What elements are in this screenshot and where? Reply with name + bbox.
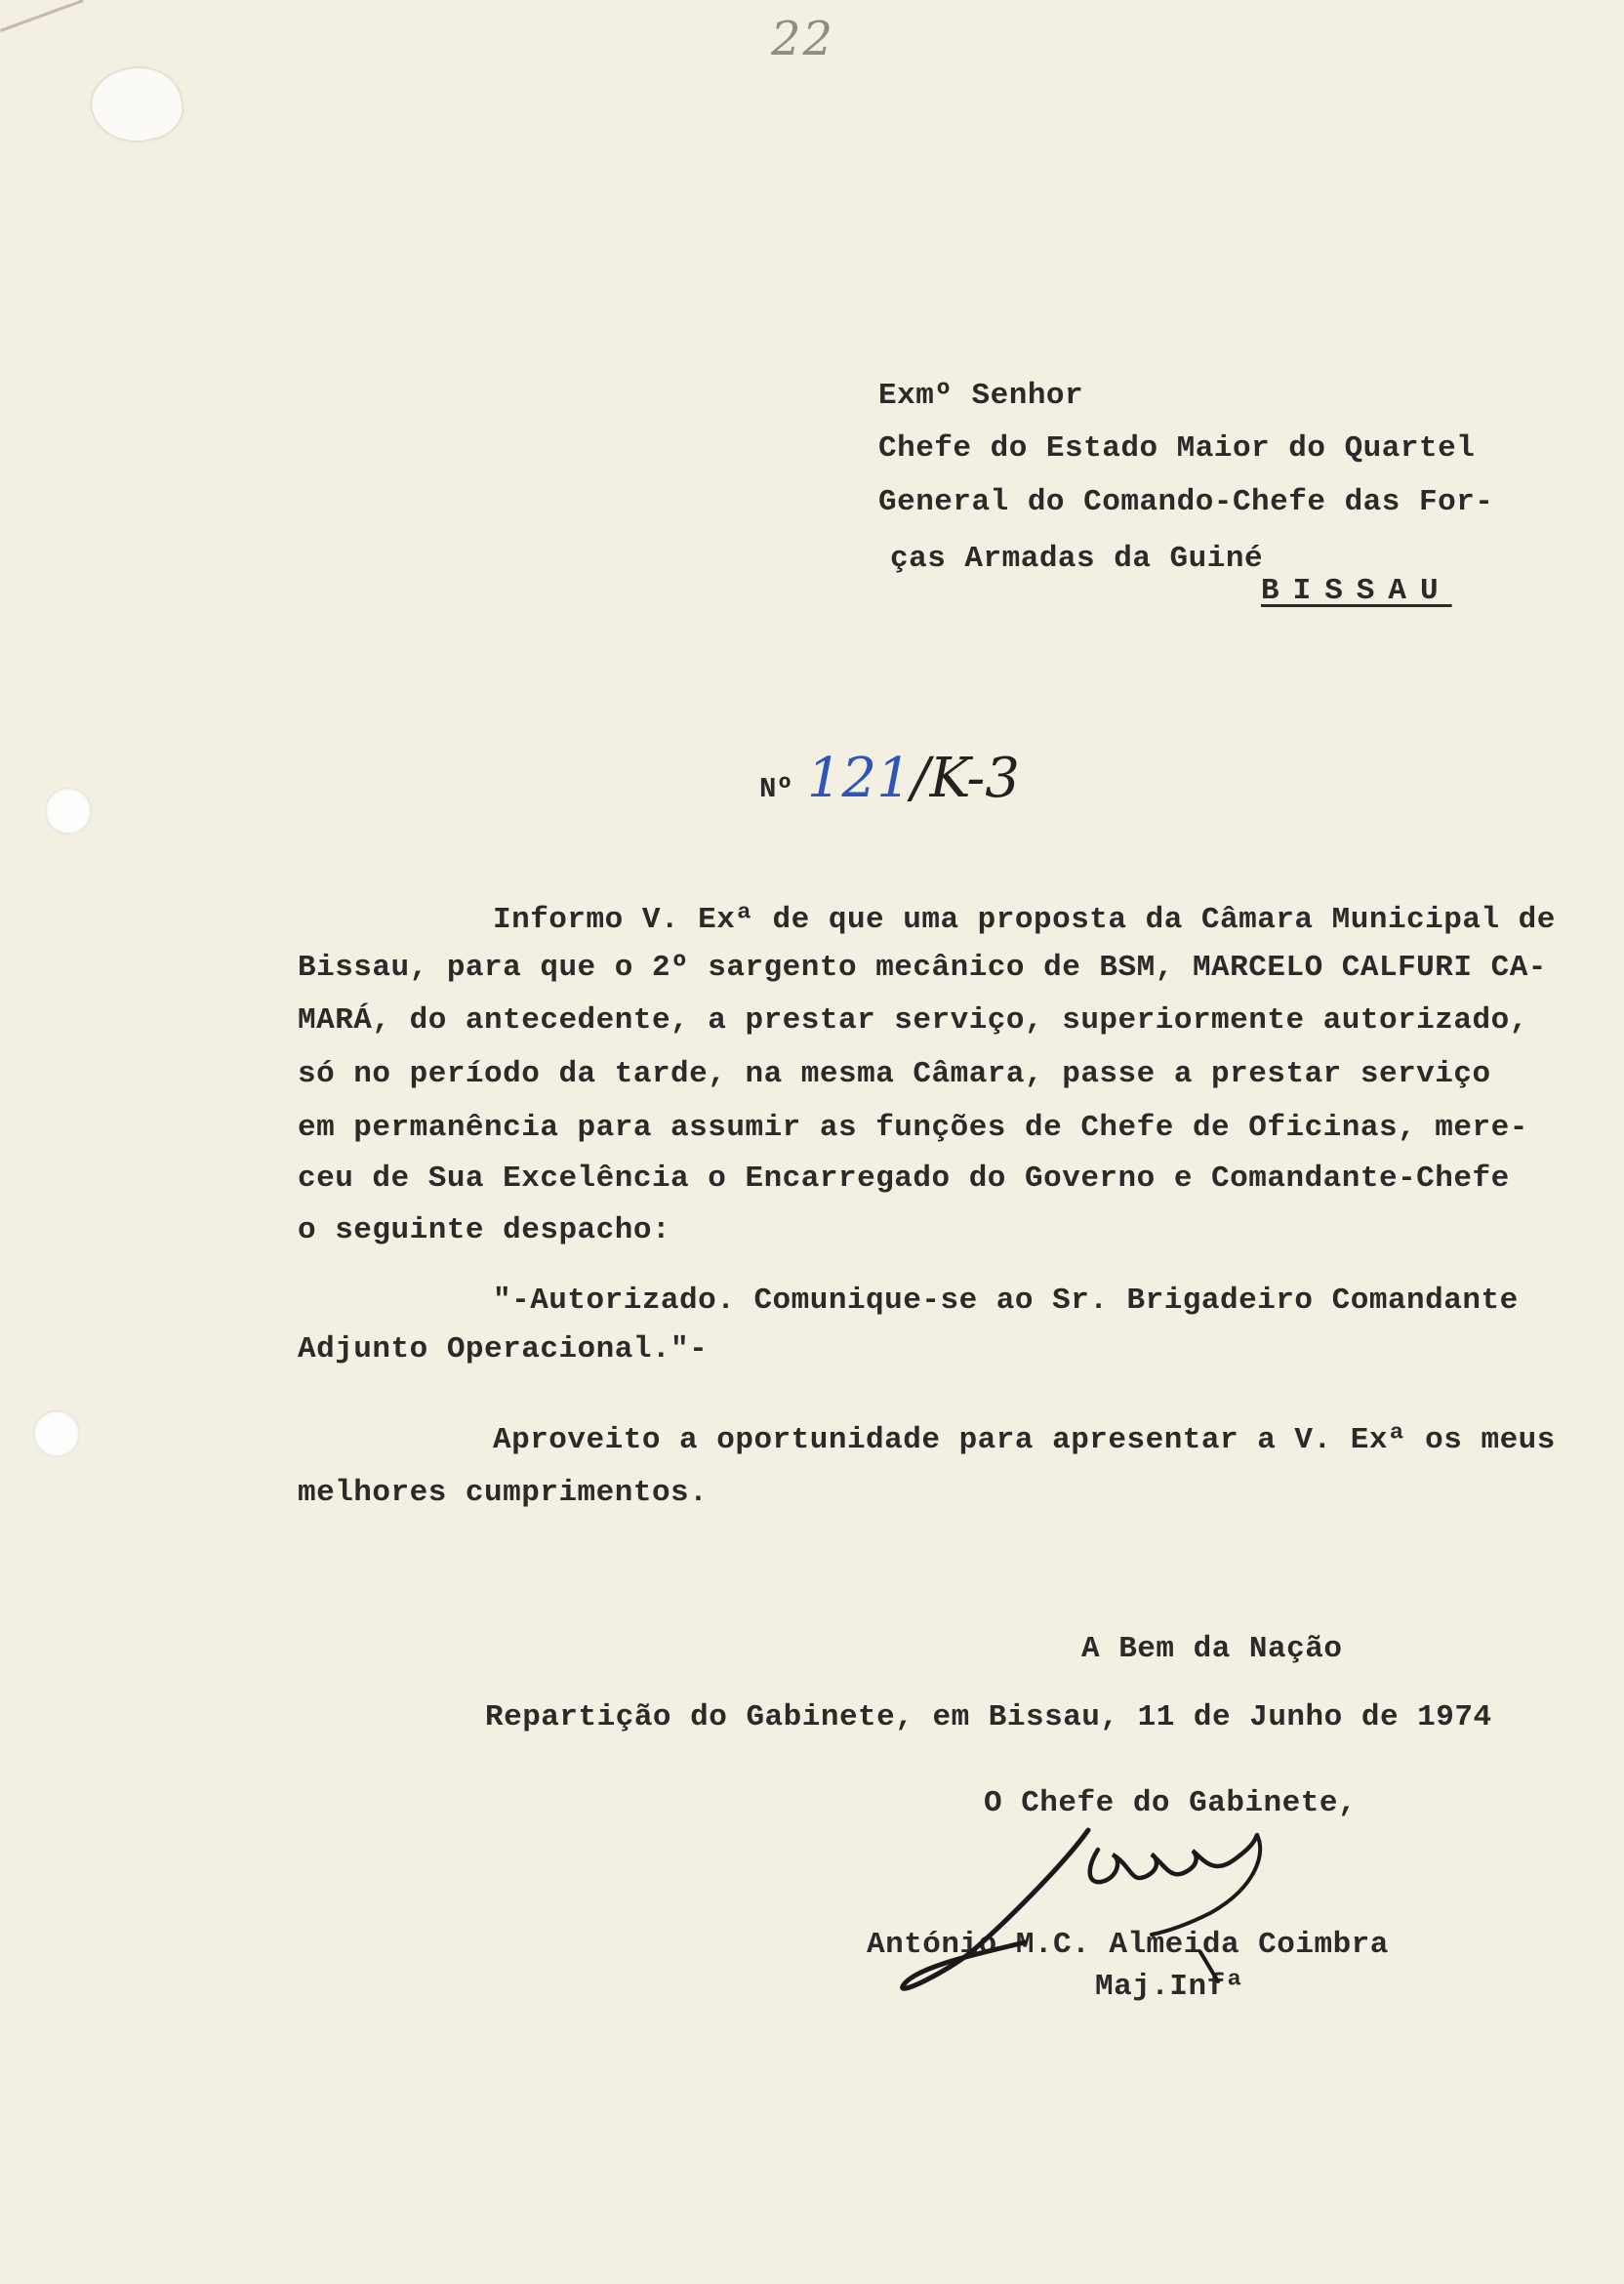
body-line: em permanência para assumir as funções de Chefe de Oficinas, mere-	[298, 1111, 1528, 1145]
edge-stain	[0, 0, 97, 68]
signatory-rank: Maj.Infª	[1095, 1970, 1244, 2004]
place-date: Repartição do Gabinete, em Bissau, 11 de Junho de 1974	[485, 1700, 1492, 1734]
body-line: o seguinte despacho:	[298, 1213, 671, 1247]
page-number-annotation: 22	[771, 12, 835, 66]
punch-hole-bottom	[33, 1410, 80, 1457]
addressee-line: ças Armadas da Guiné	[890, 542, 1264, 576]
reference-handwritten	[807, 747, 1020, 810]
punch-hole-top	[45, 788, 92, 835]
body-line: Bissau, para que o 2º sargento mecânico de BSM, MARCELO CALFURI CA-	[298, 951, 1547, 985]
body-line: melhores cumprimentos.	[298, 1476, 709, 1510]
torn-paper-corner	[85, 59, 188, 152]
reference-number	[759, 747, 1020, 810]
body-line: MARÁ, do antecedente, a prestar serviço, superiormente autorizado,	[298, 1003, 1528, 1038]
reference-prefix: Nº	[759, 773, 793, 805]
addressee-line: Chefe do Estado Maior do Quartel	[878, 431, 1476, 466]
body-line: só no período da tarde, na mesma Câmara, passe a prestar serviço	[298, 1057, 1491, 1091]
quote-line: Adjunto Operacional."-	[298, 1332, 709, 1366]
addressee-salutation: Exmº Senhor	[878, 379, 1084, 413]
body-line: Aproveito a oportunidade para apresentar a V. Exª os meus	[493, 1423, 1556, 1457]
quote-line: "-Autorizado. Comunique-se ao Sr. Brigadeiro Comandante	[493, 1284, 1519, 1318]
signatory-role: O Chefe do Gabinete,	[984, 1786, 1358, 1820]
body-line: ceu de Sua Excelência o Encarregado do Governo e Comandante-Chefe	[298, 1162, 1510, 1196]
addressee-city: BISSAU	[1261, 574, 1452, 608]
signatory-name: António M.C. Almeida Coimbra	[867, 1928, 1389, 1962]
motto: A Bem da Nação	[1081, 1632, 1343, 1666]
handwritten-signature	[878, 1806, 1308, 2001]
body-line: Informo V. Exª de que uma proposta da Câmara Municipal de	[493, 903, 1556, 937]
addressee-line: General do Comando-Chefe das For-	[878, 485, 1494, 519]
reference-number-value: 121	[806, 747, 912, 810]
reference-suffix: /K-3	[911, 747, 1020, 810]
